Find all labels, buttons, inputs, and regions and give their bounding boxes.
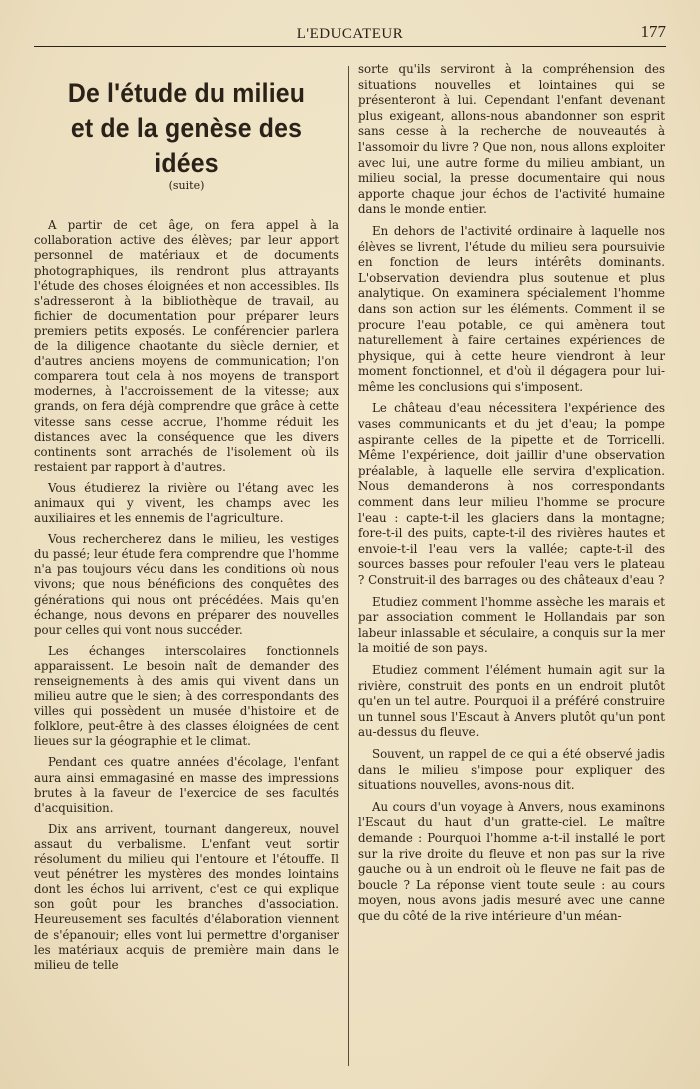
paragraph: Etudiez comment l'homme assèche les marais et par association comment le Hollandais par son labeur inlassable et séculaire, a conquis sur la mer la moitié de son pays.	[358, 594, 665, 656]
paragraph: Le château d'eau nécessitera l'expérience des vases communicants et du jet d'eau; la pompe aspirante celles de la pipette et de Torricelli. Même l'expérience, doit jaillir d'une observation préalable, à laquelle elle servira d'explication. Nous demanderons à nos correspondants comment dans leur milieu l'homme se procure l'eau : capte-t-il les glaciers dans la montagne; fore-t-il des puits, capte-t-il des rivières hautes et envoie-t-il l'eau vers la vallée; capte-t-il des sources basses pour refouler l'eau vers le plateau ? Construit-il des barrages ou des châteaux d'eau ?	[358, 401, 665, 587]
journal-name: L'EDUCATEUR	[296, 26, 404, 42]
article-title-line-2: et de la genèse des idées	[70, 113, 303, 179]
paragraph: Au cours d'un voyage à Anvers, nous examinons l'Escaut du haut d'un gratte-ciel. Le maître demande : Pourquoi l'homme a-t-il installé le port sur la rive droite du fleuve et non pas sur la rive gauche ou à un endroit où le fleuve ne fait pas de boucle ? La réponse vient toute seule : au cours moyen, nous avons jadis mesuré avec une canne que du côté de la rive intérieure d'un méan-	[358, 799, 665, 923]
page-number: 177	[640, 22, 666, 41]
column-divider	[348, 66, 349, 1066]
paragraph: Pendant ces quatre années d'écolage, l'enfant aura ainsi emmagasiné en masse des impressions brutes à la faveur de l'exercice de ses facultés d'acquisition.	[34, 755, 339, 815]
right-column	[358, 62, 665, 930]
left-column	[34, 62, 339, 979]
article-subtitle: (suite)	[168, 179, 205, 193]
paragraph-continued: sorte qu'ils serviront à la compréhension des situations nouvelles et lointaines qui se présenteront à lui. Cependant l'enfant devenant plus exigeant, allons-nous abandonner son esprit sans cesse à la recherche de nouveautés à l'assomoir du livre ? Que non, nous allons exploiter avec lui, une autre forme du milieu ambiant, un milieu social, la presse documentaire qui nous apporte chaque jour échos de l'activité humaine dans le monde entier.	[358, 62, 665, 217]
paragraph: Dix ans arrivent, tournant dangereux, nouvel assaut du verbalisme. L'enfant veut sortir résolument du milieu qui l'entoure et l'étouffe. Il veut pénétrer les mystères des mondes lointains dont les échos lui arrivent, c'est ce qui explique son goût pour les branches d'association. Heureusement ses facultés d'élaboration viennent de s'épanouir; elles vont lui permettre d'organiser les matériaux acquis de première main dans le milieu de telle	[34, 821, 339, 972]
paragraph: En dehors de l'activité ordinaire à laquelle nos élèves se livrent, l'étude du milieu sera poursuivie en fonction de leurs intérêts dominants. L'observation deviendra plus soutenue et plus analytique. On examinera spécialement l'homme dans son action sur les éléments. Comment il se procure l'eau potable, ce qui amènera tout naturellement à faire certaines expériences de physique, qui à cette heure viendront à leur moment fonctionnel, et d'où il dégagera pour lui-même les conclusions qui s'imposent.	[358, 223, 665, 394]
page-header	[34, 20, 666, 47]
paragraph: Les échanges interscolaires fonctionnels apparaissent. Le besoin naît de demander des renseignements à des amis qui vivent dans un milieu autre que le sien; à des correspondants des villes qui possèdent un musée d'histoire et de folklore, peut-être à des classes éloignées de cent lieues sur la géographie et le climat.	[34, 643, 339, 749]
paragraph: Souvent, un rappel de ce qui a été observé jadis dans le milieu s'impose pour expliquer des situations nouvelles, avons-nous dit.	[358, 746, 665, 793]
article-title-line-1: De l'étude du milieu	[67, 78, 306, 108]
paragraph: Etudiez comment l'élément humain agit sur la rivière, construit des ponts en un endroit plutôt qu'en un tel autre. Pourquoi il a préféré construire un tunnel sous l'Escaut à Anvers plutôt qu'un pont au-dessus du fleuve.	[358, 662, 665, 740]
paragraph: A partir de cet âge, on fera appel à la collaboration active des élèves; par leur apport personnel de matériaux et de documents photographiques, ils rendront plus attrayants l'étude des choses éloignées et non accessibles. Ils s'adresseront à la bibliothèque de travail, au fichier de documentation pour préparer leurs premiers petits exposés. Le conférencier parlera de la diligence chaotante du siècle dernier, et d'autres anciens moyens de communication; l'on comparera tout cela à nos moyens de transport modernes, à l'accroissement de la vitesse; aux grands, on fera déjà comprendre que grâce à cette vitesse sans cesse accrue, l'homme réduit les distances avec la conséquence que les divers continents sont arrachés de l'isolement où ils restaient par rapport à d'autres.	[34, 218, 339, 474]
article-title	[46, 76, 327, 181]
paragraph: Vous étudierez la rivière ou l'étang avec les animaux qui y vivent, les champs avec les auxiliaires et les ennemis de l'agriculture.	[34, 480, 339, 526]
paragraph: Vous rechercherez dans le milieu, les vestiges du passé; leur étude fera comprendre que l'homme n'a pas toujours vécu dans les conditions où nous vivons; que nous bénéficions des conquêtes des générations qui nous ont précédées. Mais qu'en échange, nous devons en préparer des nouvelles pour celles qui vont nous succéder.	[34, 532, 339, 637]
